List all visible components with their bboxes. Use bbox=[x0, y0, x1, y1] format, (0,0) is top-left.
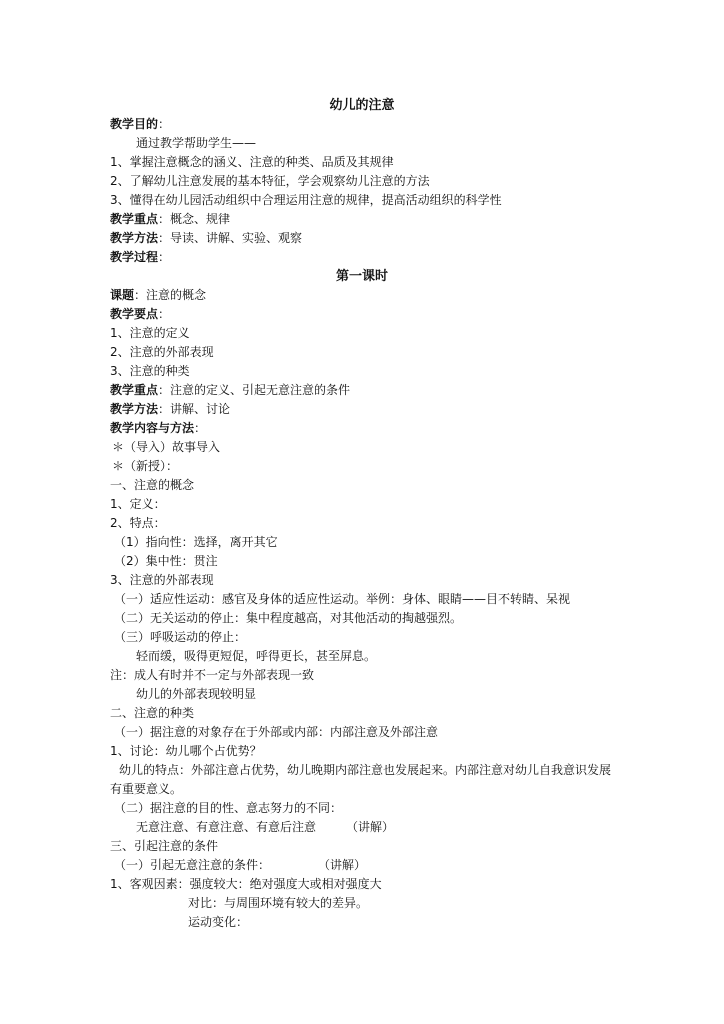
point-item: 1、注意的定义 bbox=[110, 326, 190, 340]
body-line: 对比：与周围环境有较大的差异。 bbox=[188, 896, 369, 910]
point-item: 3、注意的种类 bbox=[110, 364, 190, 378]
body-line: 1、客观因素：强度较大：绝对强度大或相对强度大 bbox=[110, 877, 382, 891]
body-line: （二）据注意的目的性、意志努力的不同： bbox=[114, 801, 343, 815]
body-line: （1）指向性：选择，离开其它 bbox=[114, 535, 278, 549]
process-colon: ： bbox=[158, 250, 171, 264]
topic-label: 课题 bbox=[110, 288, 135, 302]
process-line bbox=[110, 248, 710, 267]
body-line: （一）引起无意注意的条件： （讲解） bbox=[114, 858, 367, 872]
content-colon: ： bbox=[194, 421, 207, 435]
body-line: （三）呼吸运动的停止： bbox=[114, 630, 247, 644]
process-label: 教学过程 bbox=[110, 250, 159, 264]
method-label: 教学方法 bbox=[110, 231, 159, 245]
body-line: 注：成人有时并不一定与外部表现一致 bbox=[110, 668, 315, 682]
aim-item: 2、了解幼儿注意发展的基本特征，学会观察幼儿注意的方法 bbox=[110, 174, 430, 188]
body-line: ＊（导入）故事导入 bbox=[112, 440, 221, 454]
body-line: 轻而缓，吸得更短促，呼得更长，甚至屏息。 bbox=[136, 649, 377, 663]
body-line: ＊（新授）： bbox=[112, 459, 179, 473]
body-line: （一）适应性运动：感官及身体的适应性运动。举例：身体、眼睛——目不转睛、呆视 bbox=[114, 592, 571, 606]
lesson-title: 第一课时 bbox=[335, 269, 388, 284]
body-line: 运动变化： bbox=[188, 915, 249, 929]
body-line: 3、注意的外部表现 bbox=[110, 573, 214, 587]
focus-line bbox=[110, 210, 710, 229]
method-text: ：导读、讲解、实验、观察 bbox=[158, 231, 303, 245]
body-paragraph bbox=[110, 761, 620, 799]
body-line: 1、定义： bbox=[110, 497, 166, 511]
body-line: 2、特点： bbox=[110, 516, 166, 530]
aims-intro: 通过教学帮助学生—— bbox=[136, 136, 257, 150]
focus2-text: ：注意的定义、引起无意注意的条件 bbox=[158, 383, 351, 397]
aims-label: 教学目的 bbox=[110, 117, 159, 131]
focus2-label: 教学重点 bbox=[110, 383, 159, 397]
points-heading bbox=[110, 305, 710, 324]
body-line: 1、讨论：幼儿哪个占优势？ bbox=[110, 744, 262, 758]
focus-label: 教学重点 bbox=[110, 212, 159, 226]
focus2-line bbox=[110, 381, 710, 400]
content-label: 教学内容与方法 bbox=[110, 421, 195, 435]
body-line: 三、引起注意的条件 bbox=[110, 839, 219, 853]
aim-item: 3、懂得在幼儿园活动组织中合理运用注意的规律，提高活动组织的科学性 bbox=[110, 193, 502, 207]
focus-text: ：概念、规律 bbox=[158, 212, 231, 226]
aims-heading bbox=[110, 115, 710, 134]
method2-line bbox=[110, 400, 710, 419]
points-colon: ： bbox=[158, 307, 171, 321]
aims-colon: ： bbox=[158, 117, 171, 131]
topic-line bbox=[110, 286, 710, 305]
method2-label: 教学方法 bbox=[110, 402, 159, 416]
doc-title: 幼儿的注意 bbox=[329, 98, 395, 113]
aim-item: 1、掌握注意概念的涵义、注意的种类、品质及其规律 bbox=[110, 155, 394, 169]
body-line: 一、注意的概念 bbox=[110, 478, 195, 492]
topic-text: ：注意的概念 bbox=[134, 288, 207, 302]
body-line: 二、注意的种类 bbox=[110, 706, 195, 720]
content-heading bbox=[110, 419, 710, 438]
body-paragraph-text: 幼儿的特点：外部注意占优势，幼儿晚期内部注意也发展起来。内部注意对幼儿自我意识发展有重要意义。 bbox=[110, 763, 612, 796]
body-line: （二）无关运动的停止：集中程度越高，对其他活动的掏越强烈。 bbox=[114, 611, 463, 625]
body-line: 无意注意、有意注意、有意后注意 （讲解） bbox=[136, 820, 395, 834]
points-label: 教学要点 bbox=[110, 307, 159, 321]
body-line: 幼儿的外部表现较明显 bbox=[136, 687, 257, 701]
body-line: （2）集中性：贯注 bbox=[114, 554, 218, 568]
body-line: （一）据注意的对象存在于外部或内部：内部注意及外部注意 bbox=[114, 725, 439, 739]
method-line bbox=[110, 229, 710, 248]
point-item: 2、注意的外部表现 bbox=[110, 345, 214, 359]
method2-text: ：讲解、讨论 bbox=[158, 402, 231, 416]
